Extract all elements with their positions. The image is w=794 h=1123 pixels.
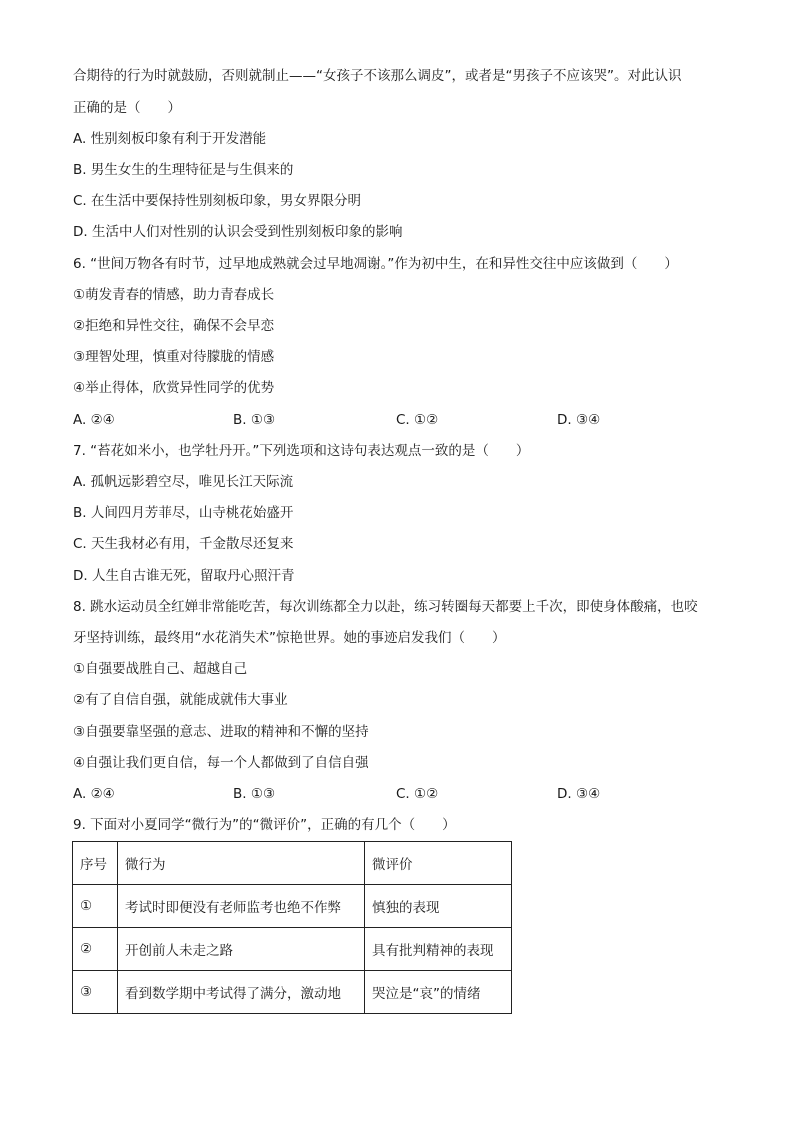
q5-option-a: A. 性别刻板印象有利于开发潜能 <box>73 131 267 147</box>
intro-line-2: 正确的是（ ） <box>73 100 181 116</box>
table-cell: 慎独的表现 <box>365 885 512 928</box>
table-cell: 看到数学期中考试得了满分，激动地 <box>118 971 365 1014</box>
table-row <box>73 885 512 928</box>
table-header-cell: 微行为 <box>118 842 365 885</box>
q8-choice-c: C. ①② <box>396 786 439 802</box>
table-cell: 哭泣是“哀”的情绪 <box>365 971 512 1014</box>
q8-item-1: ①自强要战胜自己、超越自己 <box>73 661 248 677</box>
q8-stem-line-2: 牙坚持训练，最终用“水花消失术”惊艳世界。她的事迹启发我们（ ） <box>73 630 506 646</box>
table-header-cell: 微评价 <box>365 842 512 885</box>
q6-item-1: ①萌发青春的情感，助力青春成长 <box>73 287 275 303</box>
q7-option-d: D. 人生自古谁无死，留取丹心照汗青 <box>73 568 295 584</box>
q8-stem-line-1: 8. 跳水运动员全红婵非常能吃苦，每次训练都全力以赴，练习转圈每天都要上千次，即使身体酸痛，也咬 <box>73 599 698 615</box>
q8-item-4: ④自强让我们更自信，每一个人都做到了自信自强 <box>73 755 369 771</box>
table-cell: 考试时即便没有老师监考也绝不作弊 <box>118 885 365 928</box>
q6-choice-b: B. ①③ <box>233 412 276 428</box>
table-header-cell: 序号 <box>73 842 118 885</box>
q7-stem: 7. “苔花如米小，也学牡丹开。”下列选项和这诗句表达观点一致的是（ ） <box>73 443 530 459</box>
intro-line-1: 合期待的行为时就鼓励，否则就制止——“女孩子不该那么调皮”，或者是“男孩子不应该哭”。对此认识 <box>73 68 682 84</box>
q9-stem: 9. 下面对小夏同学“微行为”的“微评价”，正确的有几个（ ） <box>73 817 456 833</box>
q6-choice-c: C. ①② <box>396 412 439 428</box>
q7-option-c: C. 天生我材必有用，千金散尽还复来 <box>73 536 294 552</box>
q7-option-b: B. 人间四月芳菲尽，山寺桃花始盛开 <box>73 505 294 521</box>
q6-item-3: ③理智处理，慎重对待朦胧的情感 <box>73 349 275 365</box>
table-cell: ③ <box>73 971 118 1014</box>
q8-choice-a: A. ②④ <box>73 786 115 802</box>
q6-stem: 6. “世间万物各有时节，过早地成熟就会过早地凋谢。”作为初中生，在和异性交往中应该做到（ ） <box>73 256 678 272</box>
q6-choice-a: A. ②④ <box>73 412 115 428</box>
q8-item-3: ③自强要靠坚强的意志、进取的精神和不懈的坚持 <box>73 724 369 740</box>
q8-choice-d: D. ③④ <box>557 786 601 802</box>
q6-choice-d: D. ③④ <box>557 412 601 428</box>
q5-option-c: C. 在生活中要保持性别刻板印象，男女界限分明 <box>73 193 362 209</box>
q5-option-b: B. 男生女生的生理特征是与生俱来的 <box>73 162 294 178</box>
table-cell: ② <box>73 928 118 971</box>
table-cell: ① <box>73 885 118 928</box>
table-row <box>73 928 512 971</box>
table-header-row <box>73 842 512 885</box>
table-cell: 具有批判精神的表现 <box>365 928 512 971</box>
table-cell: 开创前人未走之路 <box>118 928 365 971</box>
q7-option-a: A. 孤帆远影碧空尽，唯见长江天际流 <box>73 474 294 490</box>
q6-item-2: ②拒绝和异性交往，确保不会早恋 <box>73 318 275 334</box>
q8-item-2: ②有了自信自强，就能成就伟大事业 <box>73 692 288 708</box>
q9-table <box>72 841 512 1014</box>
q5-option-d: D. 生活中人们对性别的认识会受到性别刻板印象的影响 <box>73 224 403 240</box>
q8-choice-b: B. ①③ <box>233 786 276 802</box>
table-row <box>73 971 512 1014</box>
q6-item-4: ④举止得体，欣赏异性同学的优势 <box>73 380 275 396</box>
